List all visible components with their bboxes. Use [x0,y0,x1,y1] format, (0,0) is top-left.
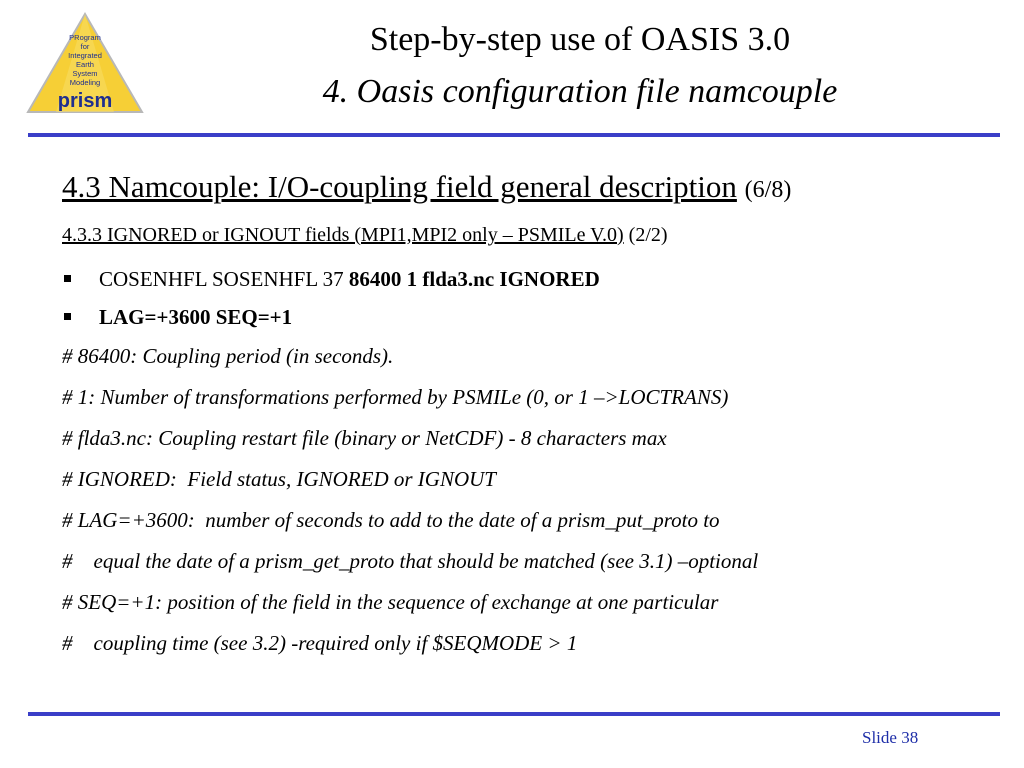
section-heading-text: 4.3 Namcouple: I/O-coupling field general description [62,169,737,204]
bullet-1-plain: COSENHFL SOSENHFL 37 [99,267,344,291]
comment-line: # equal the date of a prism_get_proto that should be matched (see 3.1) –optional [62,549,759,573]
slide-subtitle: 4. Oasis configuration file namcouple [322,73,838,110]
square-bullet-icon [64,313,71,320]
comment-line: # coupling time (see 3.2) -required only if $SEQMODE > 1 [62,631,578,655]
logo-line-6: Modeling [69,78,101,87]
square-bullet-icon [64,275,71,282]
section-subheading-text: 4.3.3 IGNORED or IGNOUT fields (MPI1,MPI2 only – PSMILe V.0) [62,224,624,246]
comment-line: # LAG=+3600: number of seconds to add to the date of a prism_put_proto to [62,508,720,532]
logo-line-4: Earth [76,60,94,69]
comment-line: # SEQ=+1: position of the field in the sequence of exchange at one particular [62,590,719,614]
logo-line-2: for [80,42,90,51]
comment-line: # flda3.nc: Coupling restart file (binary or NetCDF) - 8 characters max [62,426,667,450]
comment-line: # 86400: Coupling period (in seconds). [62,344,394,368]
logo-line-5: System [72,69,98,78]
section-subheading-suffix: (2/2) [628,224,668,246]
section-subheading [62,221,1012,249]
slide-body [62,168,1012,670]
prism-logo-graphic [24,8,146,118]
logo-line-3: Integrated [68,51,102,60]
comment-line: # 1: Number of transformations performed by PSMILe (0, or 1 –>LOCTRANS) [62,385,729,409]
bullet-1-bold: 86400 1 flda3.nc IGNORED [348,267,600,291]
section-heading-suffix: (6/8) [744,177,792,203]
logo-line-1: PRogram [69,33,101,42]
bullet-2-bold: LAG=+3600 SEQ=+1 [99,305,293,329]
logo-word: prism [57,90,113,112]
comment-line: # IGNORED: Field status, IGNORED or IGNOUT [62,467,496,491]
slide-title: Step-by-step use of OASIS 3.0 [369,21,791,58]
section-heading [62,168,1012,209]
prism-logo [24,8,146,118]
comment-list [62,342,1012,670]
bullet-item-1 [62,265,1012,293]
header-divider [28,133,1000,137]
slide-number: Slide 38 [862,728,919,747]
bullet-item-2 [62,303,1012,331]
footer-divider [28,712,1000,716]
